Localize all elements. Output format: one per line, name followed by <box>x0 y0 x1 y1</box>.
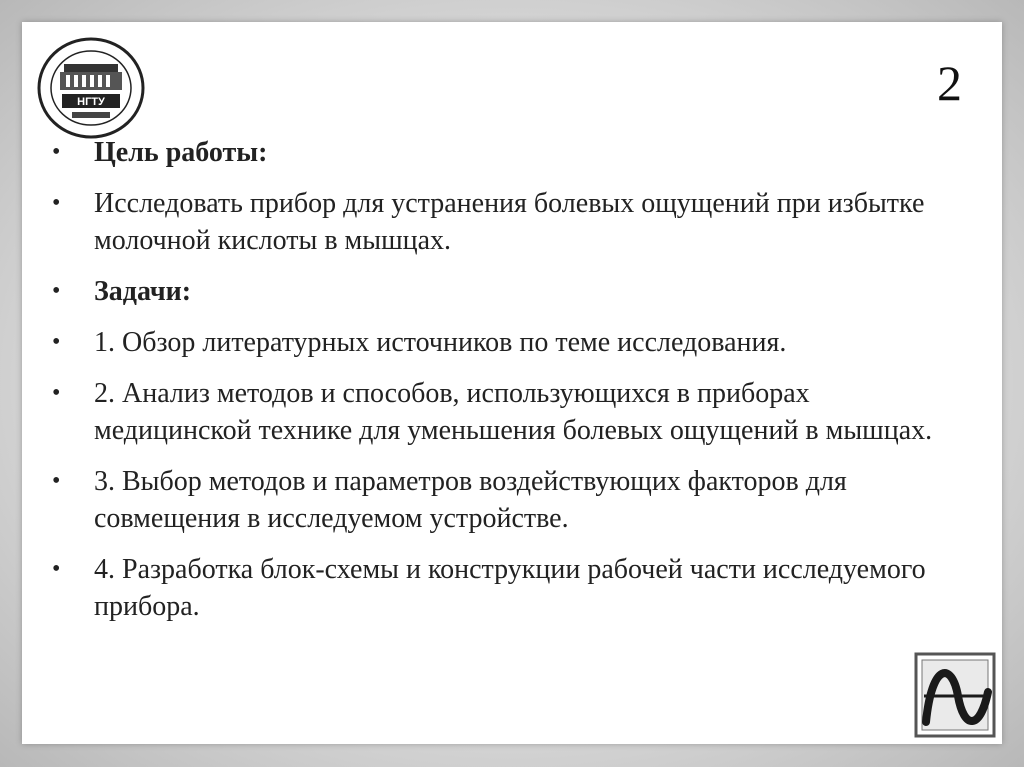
list-item <box>52 134 972 171</box>
bullet: • <box>52 329 61 355</box>
task-item-4: 4. Разработка блок-схемы и конструкции рабочей части исследуемого прибора. <box>94 554 926 622</box>
logo-label: НГТУ <box>77 96 105 108</box>
goal-heading: Цель работы: <box>94 137 268 168</box>
goal-text: Исследовать прибор для устранения болевых ощущений при избытке молочной кислоты в мышцах. <box>94 188 925 256</box>
list-item <box>52 551 972 625</box>
list-item <box>52 375 972 449</box>
signal-wave-icon <box>914 652 996 738</box>
list-item <box>52 324 972 361</box>
task-item-3: 3. Выбор методов и параметров воздействующих факторов для совмещения в исследуемом устройстве. <box>94 466 847 534</box>
bullet: • <box>52 468 61 494</box>
university-logo <box>36 36 146 140</box>
list-item <box>52 185 972 259</box>
bullet: • <box>52 190 61 216</box>
list-item <box>52 463 972 537</box>
list-item <box>52 273 972 310</box>
tasks-heading: Задачи: <box>94 276 192 307</box>
bullet: • <box>52 278 61 304</box>
slide-number: 2 <box>937 55 962 111</box>
task-item-2: 2. Анализ методов и способов, использующихся в приборах медицинской технике для уменьшения болевых ощущений в мышцах. <box>94 378 933 446</box>
bullet: • <box>52 139 61 165</box>
slide <box>22 22 1002 744</box>
bullet: • <box>52 556 61 582</box>
content-list <box>52 134 972 639</box>
bullet: • <box>52 380 61 406</box>
task-item-1: 1. Обзор литературных источников по теме исследования. <box>94 327 787 358</box>
